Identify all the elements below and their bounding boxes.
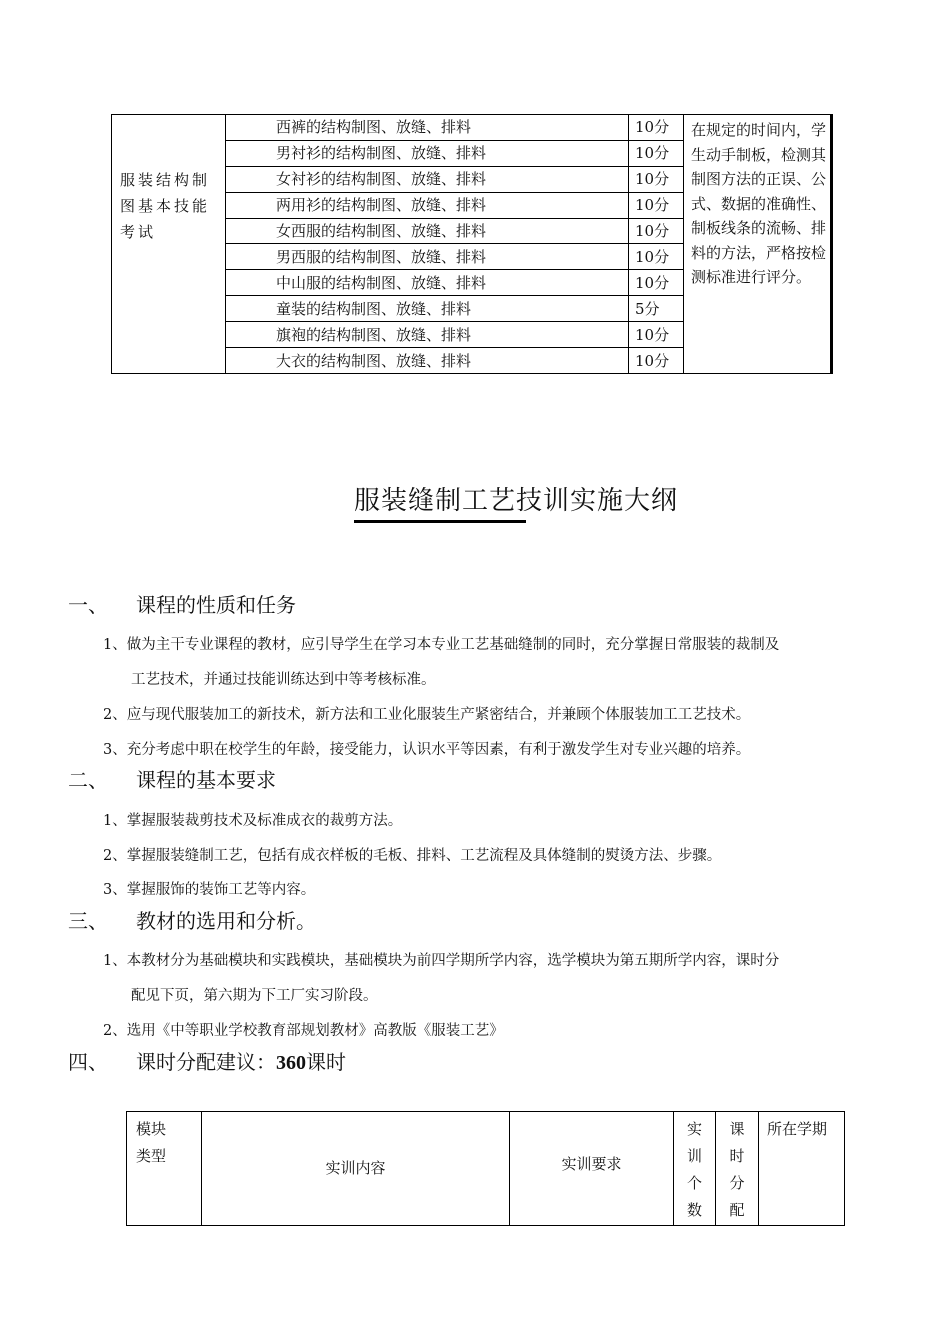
hours-unit: 课时 [306, 1050, 346, 1074]
section-title: 课程的性质和任务 [136, 593, 296, 617]
total-hours: 360 [276, 1052, 306, 1074]
section-heading-4 [68, 1046, 346, 1075]
col-hours: 课时分配 [716, 1112, 759, 1226]
list-item [103, 880, 315, 900]
section-title: 课时分配建议： [136, 1050, 276, 1074]
item-text: 本教材分为基础模块和实践模块，基础模块为前四学期所学内容，选学模块为第五期所学内容，课时分 [126, 953, 780, 969]
section-heading-3 [68, 905, 316, 934]
col-module-type: 模块类型 [127, 1112, 202, 1226]
section-heading-2 [68, 764, 276, 793]
skill-exam-table [111, 114, 833, 374]
exam-score: 10分 [629, 244, 684, 270]
exam-item: 旗袍的结构制图、放缝、排料 [226, 322, 629, 348]
exam-score: 10分 [629, 218, 684, 244]
col-content: 实训内容 [202, 1112, 510, 1226]
exam-score: 5分 [629, 296, 684, 322]
exam-item: 女西服的结构制图、放缝、排料 [226, 218, 629, 244]
item-text-continued: 工艺技术，并通过技能训练达到中等考核标准。 [131, 672, 436, 688]
section-title: 教材的选用和分析。 [136, 909, 316, 933]
list-item [103, 846, 721, 866]
item-text-continued: 配见下页，第六期为下工厂实习阶段。 [131, 988, 378, 1004]
section-number: 四、 [68, 1050, 108, 1074]
item-number: 1、 [103, 953, 127, 969]
exam-score: 10分 [629, 348, 684, 374]
item-number: 3、 [103, 742, 127, 758]
exam-item: 童装的结构制图、放缝、排料 [226, 296, 629, 322]
exam-criteria: 在规定的时间内，学生动手制板，检测其制图方法的正误、公式、数据的准确性、制板线条的流畅、排料的方法，严格按检测标准进行评分。 [684, 115, 832, 374]
exam-score: 10分 [629, 166, 684, 192]
exam-item: 男衬衫的结构制图、放缝、排料 [226, 140, 629, 166]
list-item [103, 740, 750, 760]
exam-item: 中山服的结构制图、放缝、排料 [226, 270, 629, 296]
exam-item: 男西服的结构制图、放缝、排料 [226, 244, 629, 270]
exam-item: 西裤的结构制图、放缝、排料 [226, 115, 629, 141]
exam-item: 两用衫的结构制图、放缝、排料 [226, 192, 629, 218]
exam-item: 女衬衫的结构制图、放缝、排料 [226, 166, 629, 192]
item-text: 做为主干专业课程的教材，应引导学生在学习本专业工艺基础缝制的同时，充分掌握日常服装的裁制及 [126, 637, 780, 653]
exam-score: 10分 [629, 192, 684, 218]
item-text: 掌握服装缝制工艺，包括有成衣样板的毛板、排料、工艺流程及具体缝制的熨烫方法、步骤。 [126, 848, 722, 864]
col-count: 实训个数 [674, 1112, 716, 1226]
table-header-row [127, 1112, 845, 1226]
section-number: 三、 [68, 909, 108, 933]
item-text: 掌握服装裁剪技术及标准成衣的裁剪方法。 [126, 813, 403, 829]
page-title: 服装缝制工艺技训实施大纲 [354, 486, 679, 516]
item-text: 选用《中等职业学校教育部规划教材》高教版《服装工艺》 [126, 1023, 504, 1039]
exam-score: 10分 [629, 140, 684, 166]
col-semester: 所在学期 [759, 1112, 845, 1226]
col-requirement: 实训要求 [510, 1112, 674, 1226]
section-number: 二、 [68, 768, 108, 792]
list-item [103, 811, 402, 831]
item-text: 充分考虑中职在校学生的年龄，接受能力，认识水平等因素，有利于激发学生对专业兴趣的培养。 [126, 742, 751, 758]
exam-score: 10分 [629, 270, 684, 296]
table-row [112, 115, 832, 141]
list-item [103, 1021, 504, 1041]
exam-score: 10分 [629, 322, 684, 348]
list-item [103, 635, 779, 655]
list-item [103, 951, 779, 971]
item-number: 2、 [103, 707, 127, 723]
exam-score: 10分 [629, 115, 684, 141]
item-text: 掌握服饰的装饰工艺等内容。 [126, 882, 316, 898]
item-number: 3、 [103, 882, 127, 898]
item-number: 1、 [103, 637, 127, 653]
exam-category: 服装结构制图基本技能考试 [112, 115, 226, 374]
title-underline [354, 520, 526, 523]
exam-item: 大衣的结构制图、放缝、排料 [226, 348, 629, 374]
list-item [103, 705, 750, 725]
item-number: 2、 [103, 848, 127, 864]
item-text: 应与现代服装加工的新技术，新方法和工业化服装生产紧密结合，并兼顾个体服装加工工艺技术。 [126, 707, 751, 723]
hours-allocation-table [126, 1111, 845, 1226]
item-number: 1、 [103, 813, 127, 829]
item-number: 2、 [103, 1023, 127, 1039]
section-title: 课程的基本要求 [136, 768, 276, 792]
section-heading-1 [68, 589, 296, 618]
section-number: 一、 [68, 593, 108, 617]
